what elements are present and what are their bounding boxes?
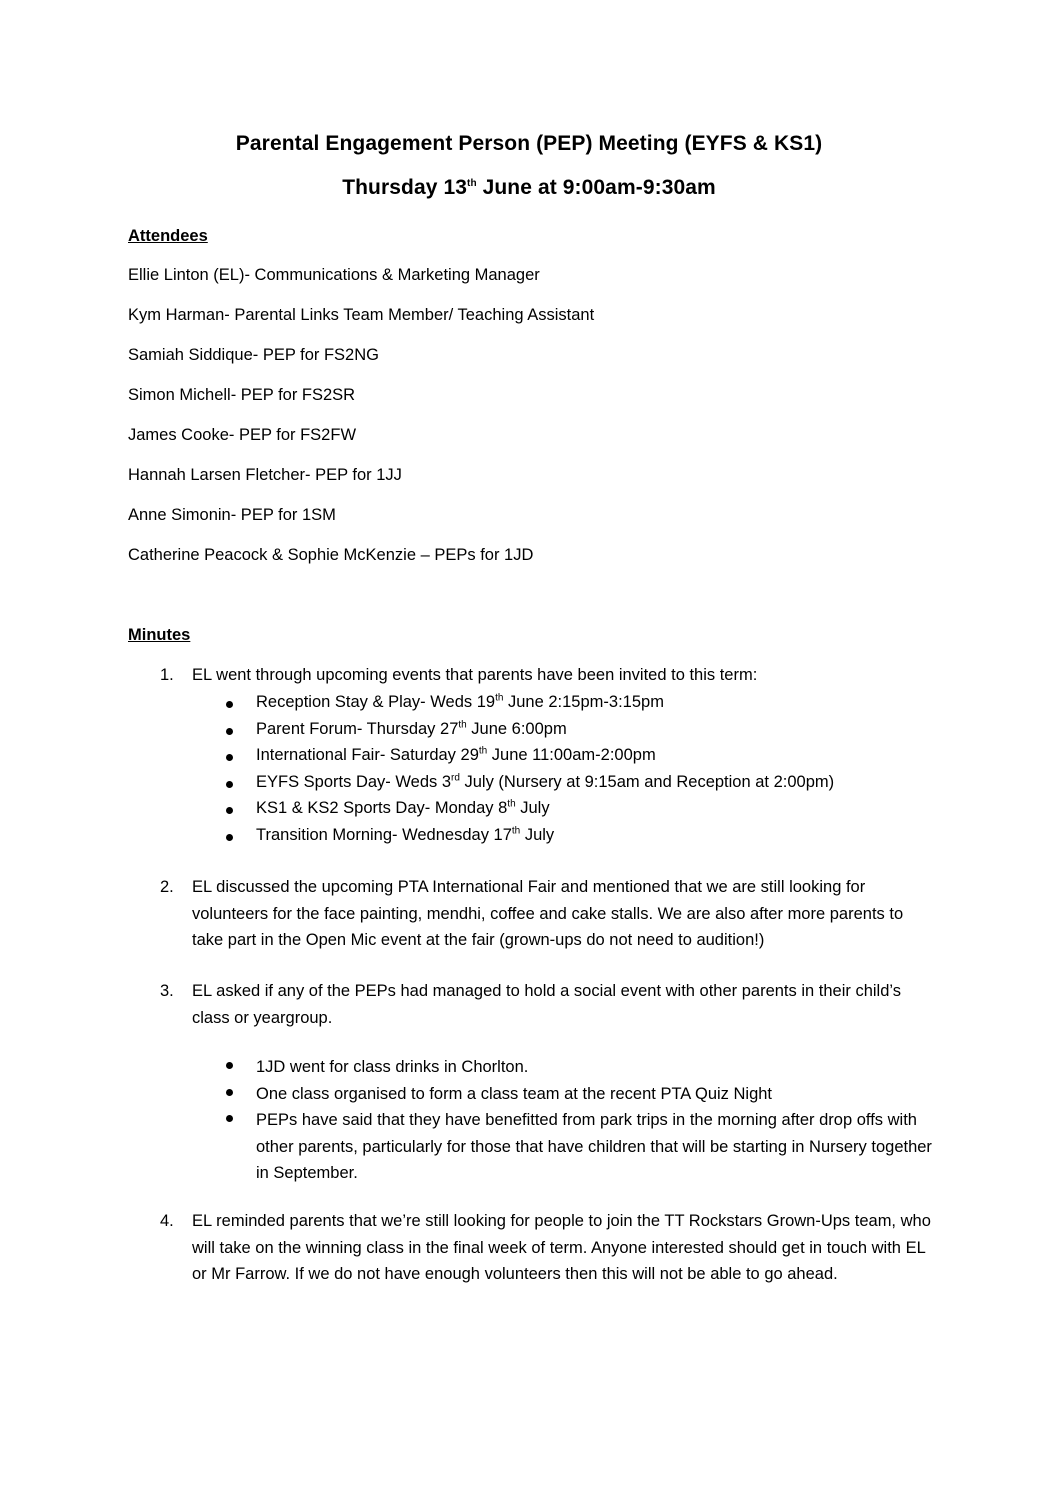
attendee-item: Catherine Peacock & Sophie McKenzie – PEPs for 1JD: [128, 546, 534, 564]
bullet-icon: [226, 728, 233, 735]
bullet-icon: [226, 1062, 233, 1069]
date-superscript: th: [467, 178, 477, 189]
date-text-pre: Thursday 13: [342, 176, 468, 199]
minute-number: 3.: [160, 982, 174, 1000]
minute-text: EL reminded parents that we’re still looking for people to join the TT Rockstars Grown-Ups team, who will take on the winning class in the final week of term. Anyone interested should get in touch with EL or Mr Farrow. If we do not have enough volunteers then this will not be able to go ahead.: [192, 1212, 931, 1283]
minute-text: EL discussed the upcoming PTA International Fair and mentioned that we are still looking for volunteers for the face painting, mendhi, coffee and cake stalls. We are also after more parents to take part in the Open Mic event at the fair (grown-ups do not need to audition!): [192, 878, 904, 949]
bullet-icon: [226, 701, 233, 708]
social-bullet: PEPs have said that they have benefitted from park trips in the morning after drop offs with other parents, particularly for those that have children that will be starting in Nursery together in September.: [226, 1107, 936, 1187]
attendee-item: Simon Michell- PEP for FS2SR: [128, 386, 356, 404]
social-bullet: 1JD went for class drinks in Chorlton.: [226, 1054, 936, 1081]
minute-number: 1.: [160, 666, 174, 684]
minute-number: 2.: [160, 878, 174, 896]
attendee-item: Samiah Siddique- PEP for FS2NG: [128, 346, 379, 364]
bullet-icon: [226, 834, 233, 841]
bullet-icon: [226, 754, 233, 761]
minutes-heading: Minutes: [128, 626, 191, 644]
meeting-date: [0, 176, 1058, 200]
minute-text: EL asked if any of the PEPs had managed to hold a social event with other parents in their child’s class or yeargroup.: [192, 982, 902, 1027]
minute-number: 4.: [160, 1212, 174, 1230]
attendee-item: Anne Simonin- PEP for 1SM: [128, 506, 336, 524]
bullet-icon: [226, 1089, 233, 1096]
bullet-icon: [226, 781, 233, 788]
bullet-icon: [226, 807, 233, 814]
attendee-item: Ellie Linton (EL)- Communications & Marketing Manager: [128, 266, 540, 284]
attendees-heading: Attendees: [128, 227, 208, 245]
attendee-item: Kym Harman- Parental Links Team Member/ Teaching Assistant: [128, 306, 595, 324]
document-page: Parental Engagement Person (PEP) Meeting (EYFS & KS1) Thursday 13th June at 9:00am-9:30am Attendees Ellie Linton (EL)- Communications & Marketing Manager Kym Harman- Parental Links Team Member/ Teaching Assistant Samiah Siddique- PEP for FS2NG Simon Michell- PEP for FS2SR James Cooke- PEP for FS2FW Hannah Larsen Fletcher- PEP for 1JJ Anne Simonin- PEP for 1SM Catherine Peacock & Sophie McKenzie – PEPs for 1JD Minutes 1. EL went through upcoming events that parents have been invited to this term: Reception Stay & Play- Weds 19th June 2:15pm-3:15pm Parent Forum- Thursday 27th June 6:00pm International Fair- Saturday 29th June 11:00am-2:00pm EYFS Sports Day- Weds 3rd July (Nursery at 9:15am and Reception at 2:00pm) KS1 & KS2 Sports Day- Monday 8th July Transition Morning- Wednesday 17th July 2. EL discussed the upcoming PTA International Fair and mentioned that we are still looking for volunteers for the face painting, mendhi, coffee and cake stalls. We are also after more parents to take part in the Open Mic event at the fair (grown-ups do not need to audition!) 3. EL asked if any of the PEPs had managed to hold a social event with other parents in their child’s class or yeargroup. 1JD went for class drinks in Chorlton. One class organised to form a class team at the recent PTA Quiz Night PEPs have said that they have benefitted from park trips in the morning after drop offs with other parents, particularly for those that have children that will be starting in Nursery together in September. 4. EL reminded parents that we’re still looking for people to join the TT Rockstars Grown-Ups team, who will take on the winning class in the final week of term. Anyone interested should get in touch with EL or Mr Farrow. If we do not have enough volunteers then this will not be able to go ahead.: [0, 0, 1058, 1497]
attendee-item: James Cooke- PEP for FS2FW: [128, 426, 357, 444]
document-title: Parental Engagement Person (PEP) Meeting (EYFS & KS1): [235, 132, 823, 155]
bullet-icon: [226, 1115, 233, 1122]
date-text-post: June at 9:00am-9:30am: [476, 176, 716, 199]
attendee-item: Hannah Larsen Fletcher- PEP for 1JJ: [128, 466, 402, 484]
social-bullet: One class organised to form a class team at the recent PTA Quiz Night: [226, 1081, 936, 1108]
minute-text: EL went through upcoming events that parents have been invited to this term:: [192, 666, 758, 684]
